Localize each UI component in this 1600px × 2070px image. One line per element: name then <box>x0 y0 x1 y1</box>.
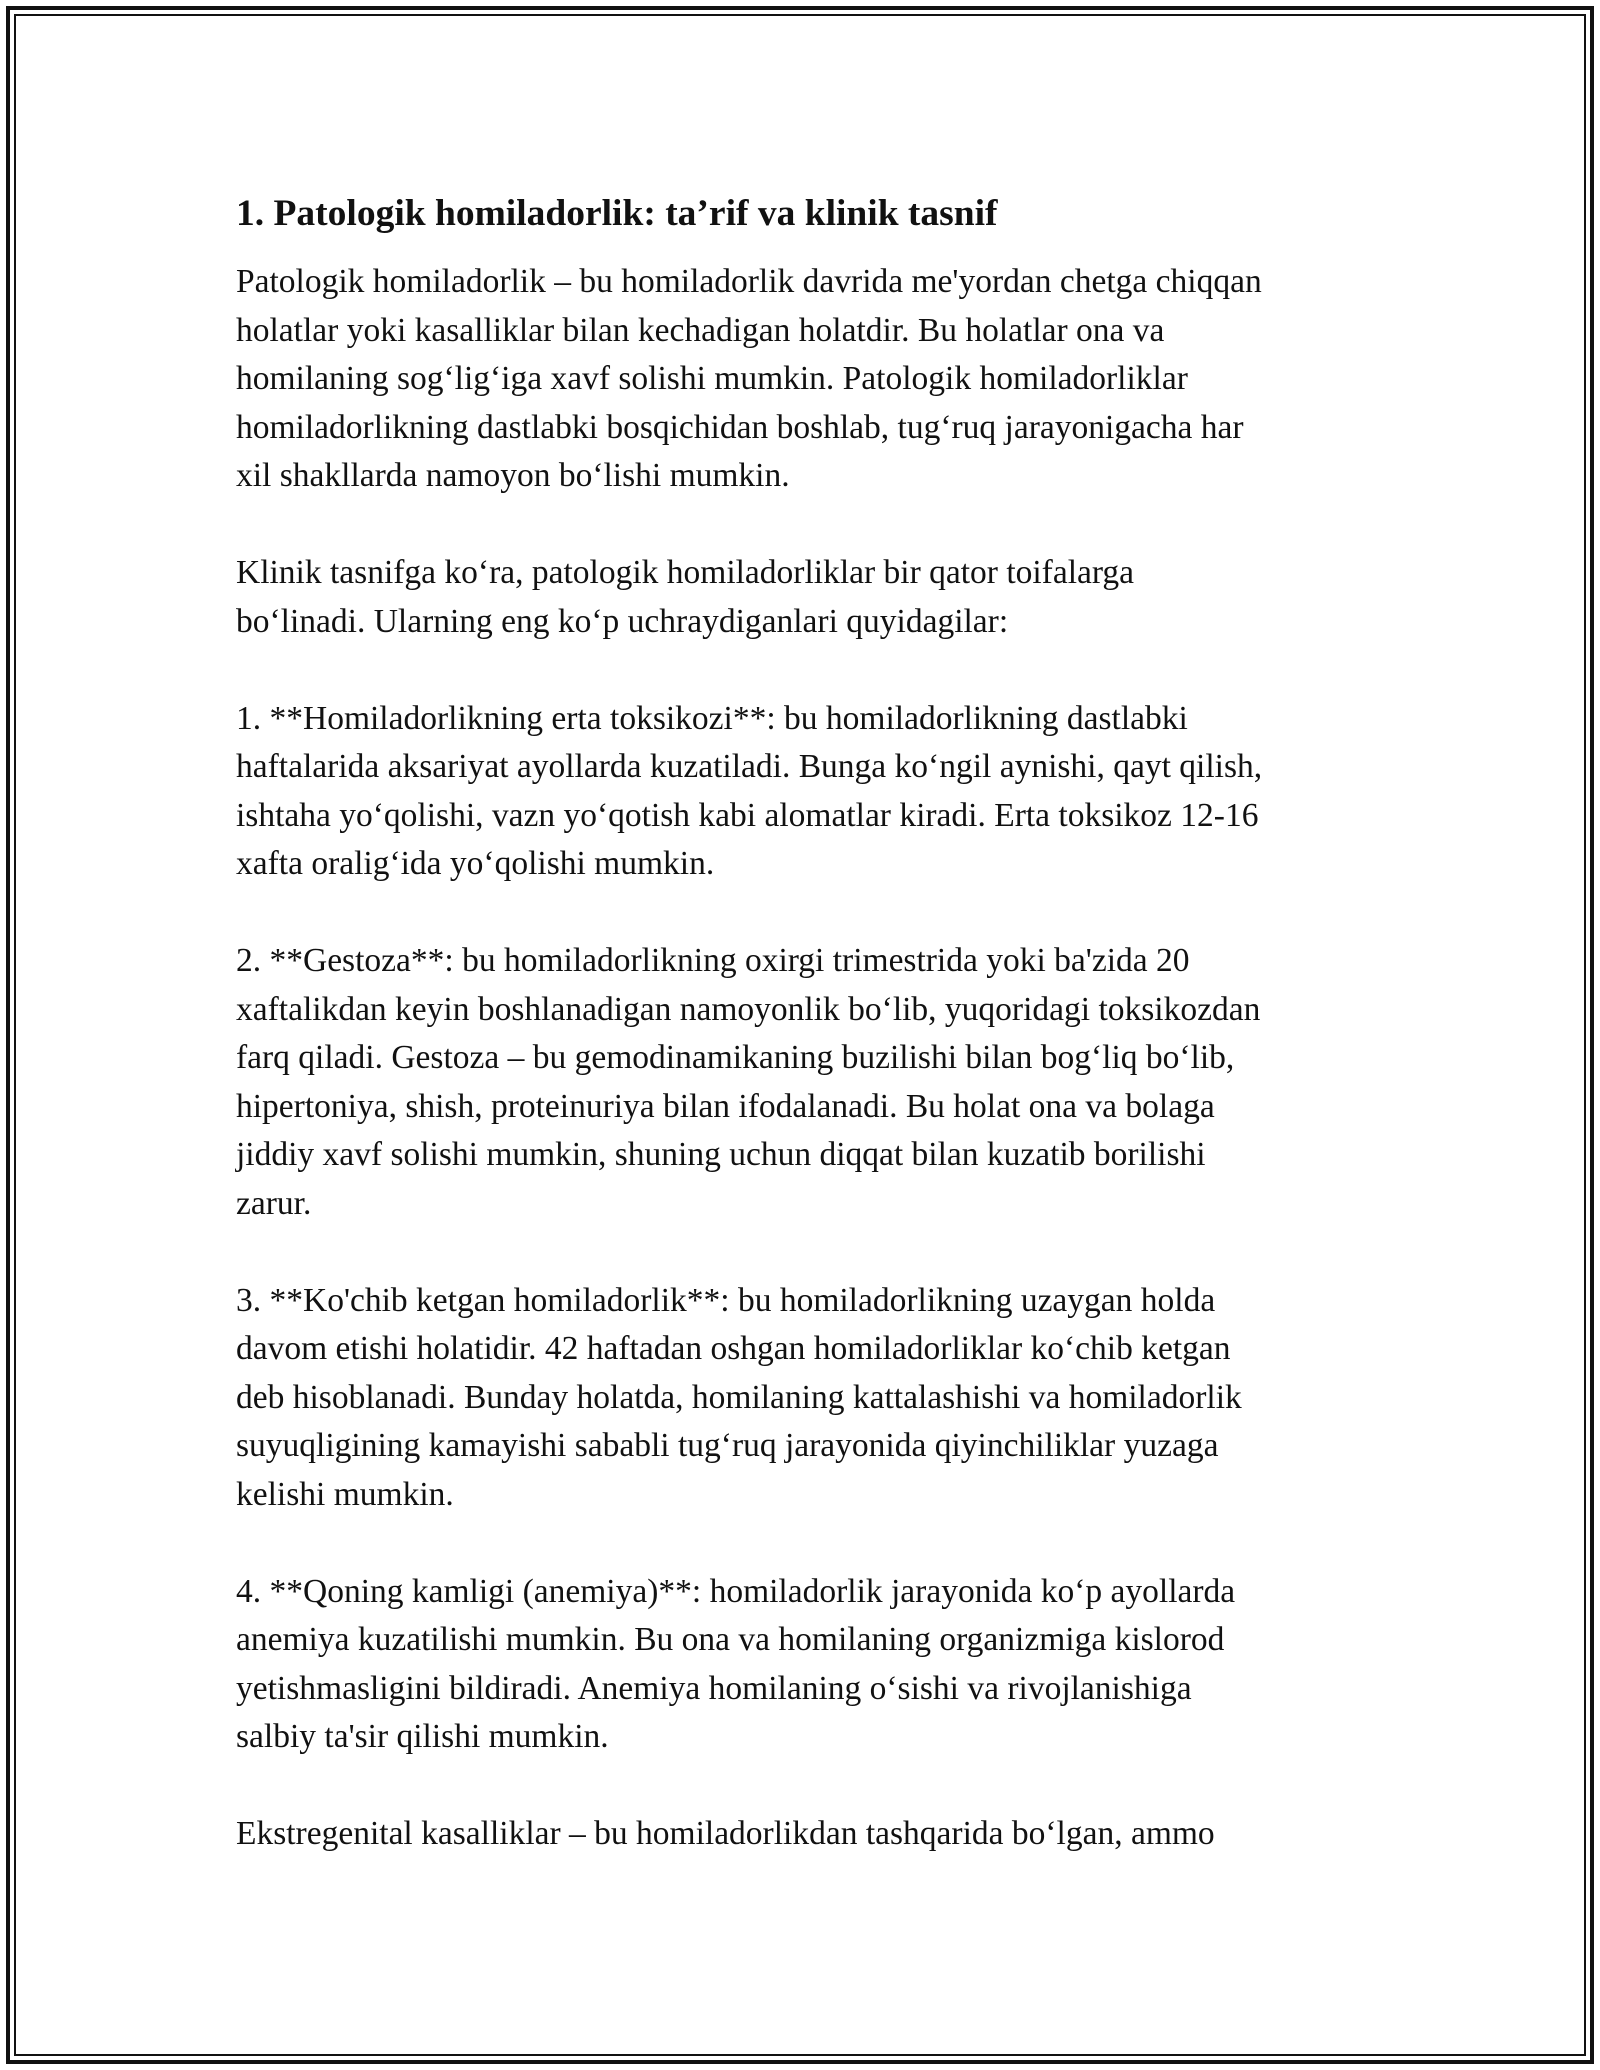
text-line: haftalarida aksariyat ayollarda kuzatiladi. Bunga ko‘ngil aynishi, qayt qilish, <box>236 748 1263 785</box>
text-block <box>236 258 1376 1859</box>
text-line: jiddiy xavf solishi mumkin, shuning uchun diqqat bilan kuzatib borilishi <box>236 1136 1206 1173</box>
text-line: holatlar yoki kasalliklar bilan kechadigan holatdir. Bu holatlar ona va <box>236 311 1165 349</box>
text-line: homilaning sog‘lig‘iga xavf solishi mumkin. Patologik homiladorliklar <box>236 360 1188 397</box>
text-line: xafta oralig‘ida yo‘qolishi mumkin. <box>236 845 715 882</box>
text-line: kelishi mumkin. <box>236 1475 454 1513</box>
paragraph-definition <box>236 258 1376 501</box>
text-line: Patologik homiladorlik – bu homiladorlik davrida me'yordan chetga chiqqan <box>236 263 1262 300</box>
text-line: suyuqligining kamayishi sababli tug‘ruq jarayonida qiyinchiliklar yuzaga <box>236 1427 1219 1464</box>
text-line: 2. **Gestoza**: bu homiladorlikning oxirgi trimestrida yoki ba'zida 20 <box>236 942 1190 979</box>
text-line: zarur. <box>236 1184 312 1222</box>
text-line: xil shakllarda namoyon bo‘lishi mumkin. <box>236 457 790 494</box>
paragraph-classification-intro <box>236 549 1376 646</box>
list-item-early-toxicosis <box>236 695 1376 889</box>
text-line: Ekstregenital kasalliklar – bu homiladorlikdan tashqarida bo‘lgan, ammo <box>236 1815 1215 1852</box>
text-line: xaftalikdan keyin boshlanadigan namoyonlik bo‘lib, yuqoridagi toksikozdan <box>236 990 1261 1028</box>
text-line: homiladorlikning dastlabki bosqichidan boshlab, tug‘ruq jarayonigacha har <box>236 408 1244 446</box>
section-heading: 1. Patologik homiladorlik: ta’rif va klinik tasnif <box>236 193 998 234</box>
list-item-post-term-pregnancy <box>236 1277 1376 1520</box>
paragraph-extragenital <box>236 1810 1376 1859</box>
text-line: Klinik tasnifga ko‘ra, patologik homiladorliklar bir qator toifalarga <box>236 554 1135 591</box>
text-line: deb hisoblanadi. Bunday holatda, homilaning kattalashishi va homiladorlik <box>236 1378 1242 1416</box>
text-line: davom etishi holatidir. 42 haftadan oshgan homiladorliklar ko‘chib ketgan <box>236 1330 1231 1367</box>
list-item-gestosis <box>236 937 1376 1228</box>
text-line: 4. **Qoning kamligi (anemiya)**: homiladorlik jarayonida ko‘p ayollarda <box>236 1572 1236 1610</box>
text-line: salbiy ta'sir qilishi mumkin. <box>236 1718 609 1755</box>
text-line: 3. **Ko'chib ketgan homiladorlik**: bu homiladorlikning uzaygan holda <box>236 1281 1216 1319</box>
text-line: bo‘linadi. Ularning eng ko‘p uchraydiganlari quyidagilar: <box>236 602 1009 640</box>
document-body <box>236 186 1376 1907</box>
text-line: hipertoniya, shish, proteinuriya bilan ifodalanadi. Bu holat ona va bolaga <box>236 1087 1215 1125</box>
text-line: yetishmasligini bildiradi. Anemiya homilaning o‘sishi va rivojlanishiga <box>236 1669 1192 1707</box>
list-item-anemia <box>236 1568 1376 1762</box>
text-line: farq qiladi. Gestoza – bu gemodinamikaning buzilishi bilan bog‘liq bo‘lib, <box>236 1039 1235 1076</box>
text-line: ishtaha yo‘qolishi, vazn yo‘qotish kabi alomatlar kiradi. Erta toksikoz 12-16 <box>236 796 1259 834</box>
text-line: anemiya kuzatilishi mumkin. Bu ona va homilaning organizmiga kislorod <box>236 1621 1225 1658</box>
text-line: 1. **Homiladorlikning erta toksikozi**: bu homiladorlikning dastlabki <box>236 699 1188 737</box>
